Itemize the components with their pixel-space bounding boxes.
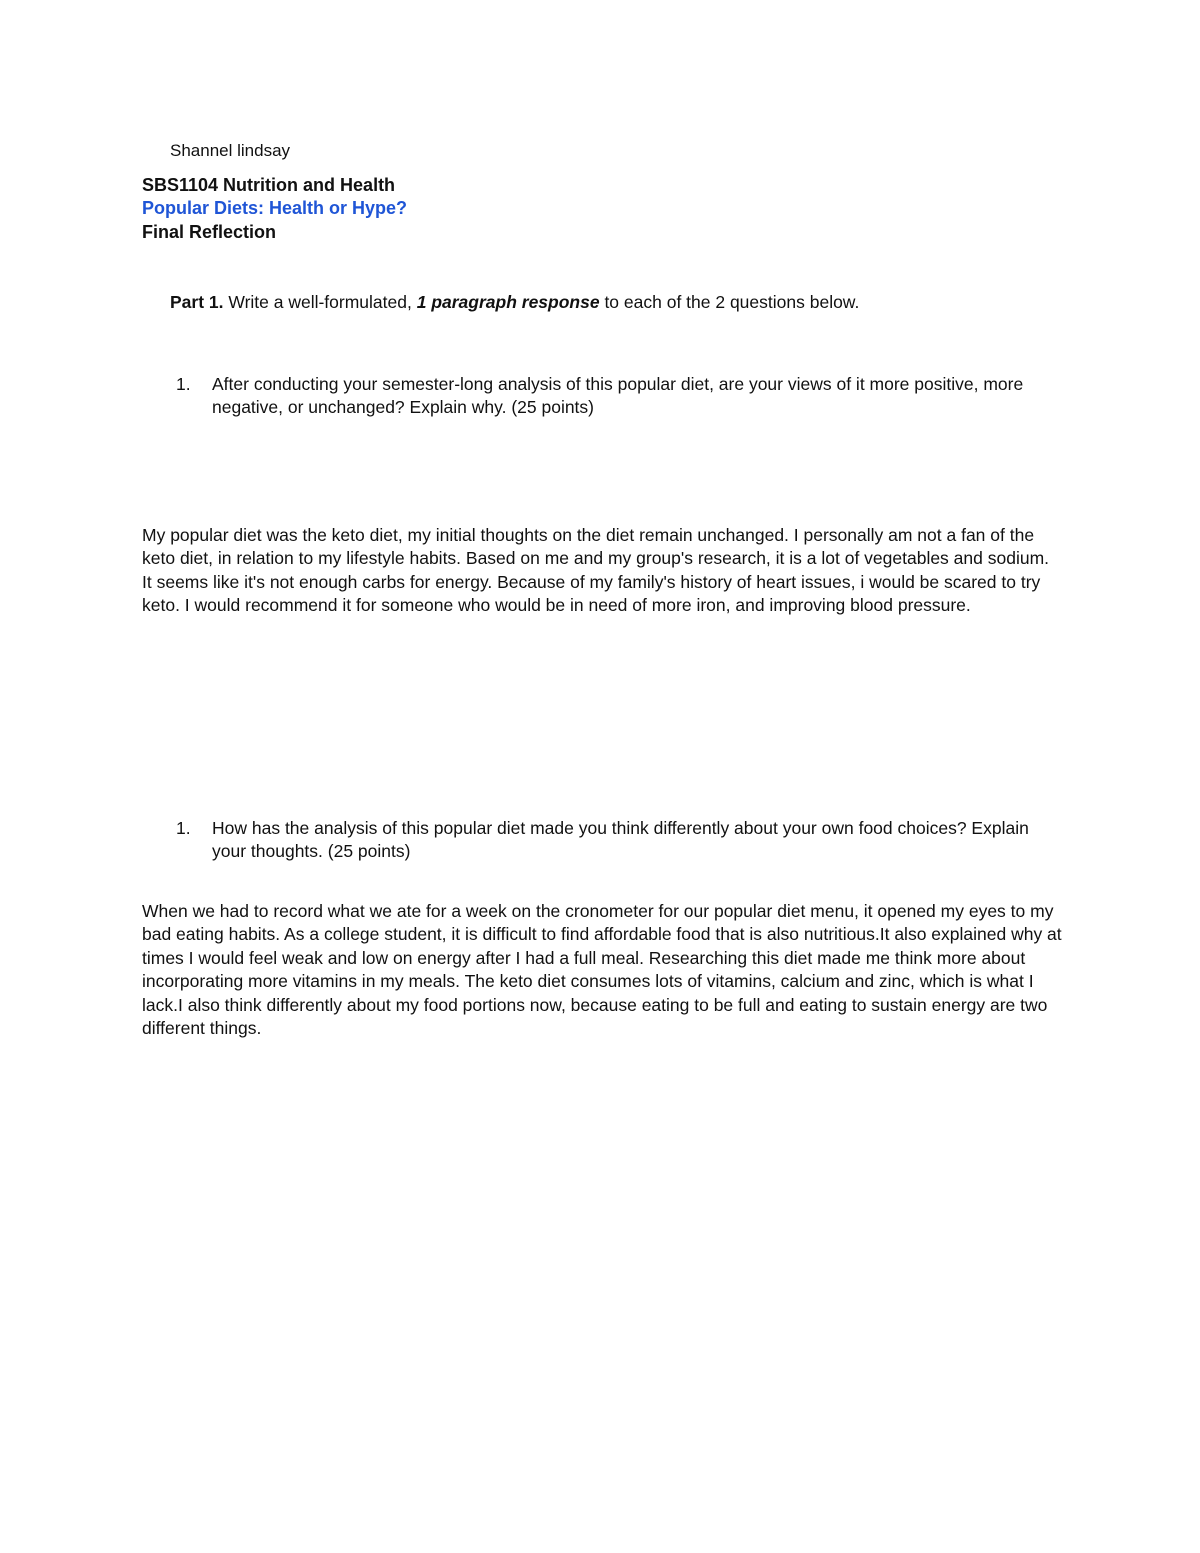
- question-number: 1.: [176, 374, 191, 394]
- answer-2: When we had to record what we ate for a week on the cronometer for our popular diet menu, it opened my eyes to my bad eating habits. As a college student, it is difficult to find affordable food that is also nutritious.It also explained why at times I would feel weak and low on energy after I had a full meal. Researching this diet made me think more about incorporating more vitamins in my meals. The keto diet consumes lots of vitamins, calcium and zinc, which is what I lack.I also think differently about my food portions now, because eating to be full and eating to sustain energy are two different things.: [142, 901, 1062, 1039]
- part-emphasis: 1 paragraph response: [416, 292, 600, 312]
- reflection-title: Final Reflection: [142, 222, 277, 242]
- question-2: [176, 817, 1056, 863]
- course-title: SBS1104 Nutrition and Health: [142, 175, 396, 195]
- part-label: Part 1.: [170, 292, 224, 312]
- assignment-subtitle: Popular Diets: Health or Hype?: [142, 198, 408, 218]
- part-text-before: Write a well-formulated,: [223, 292, 417, 312]
- part-instructions: [170, 292, 859, 313]
- author-name: Shannel lindsay: [170, 141, 291, 160]
- question-text: After conducting your semester-long analysis of this popular diet, are your views of it more positive, more negative, or unchanged? Explain why. (25 points): [212, 374, 1024, 417]
- answer-1: My popular diet was the keto diet, my initial thoughts on the diet remain unchanged. I personally am not a fan of the keto diet, in relation to my lifestyle habits. Based on me and my group's research, it is a lot of vegetables and sodium. It seems like it's not enough carbs for energy. Because of my family's history of heart issues, i would be scared to try keto. I would recommend it for someone who would be in need of more iron, and improving blood pressure.: [142, 525, 1050, 616]
- question-1: [176, 373, 1056, 419]
- part-text-after: to each of the 2 questions below.: [599, 292, 860, 312]
- question-text: How has the analysis of this popular diet made you think differently about your own food choices? Explain your thoughts. (25 points): [212, 818, 1029, 861]
- question-number: 1.: [176, 818, 191, 838]
